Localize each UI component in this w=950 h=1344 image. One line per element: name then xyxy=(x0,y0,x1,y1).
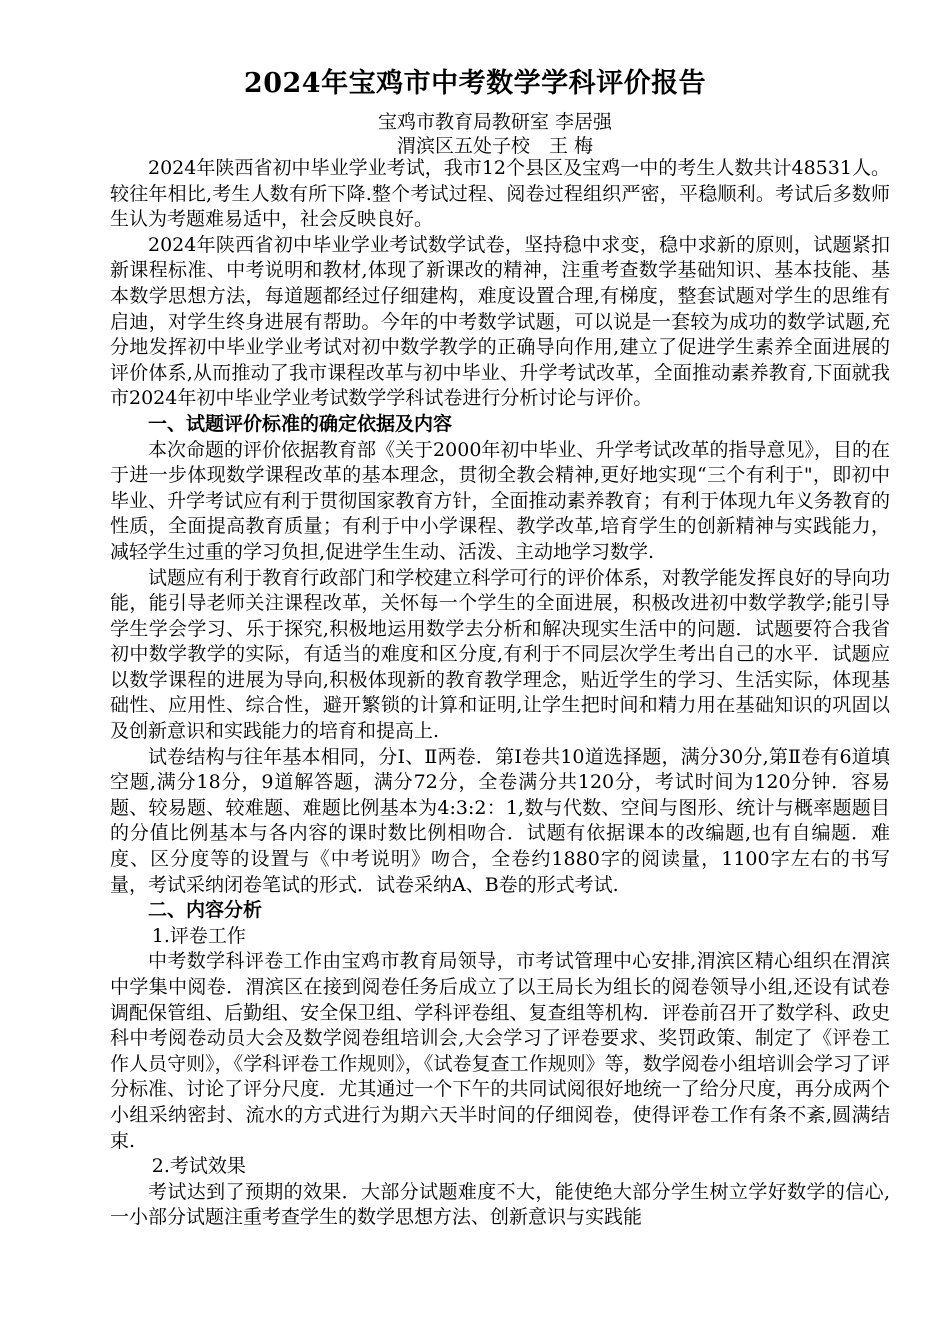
section1-paragraph-1: 本次命题的评价依据教育部《关于2000年初中毕业、升学考试改革的指导意见》，目的在于进一步体现数学课程改革的基本理念，贯彻全教会精神,更好地实现“三个有利于"，即初中毕业、升学考试应有利于贯彻国家教育方针，全面推动素养教育；有利于体现九年义务教育的性质，全面提高教育质量；有利于中小学课程、教学改革,培育学生的创新精神与实践能力，减轻学生过重的学习负担,促进学生生动、活泼、主动地学习数学. xyxy=(110,438,890,563)
intro-paragraph-1: 2024年陕西省初中毕业学业考试，我市12个县区及宝鸡一中的考生人数共计48531人。较往年相比,考生人数有所下降.整个考试过程、阅卷过程组织严密，平稳顺利。考试后多数师生认为考题难易适中，社会反映良好。 xyxy=(110,157,890,231)
document-body xyxy=(110,156,890,1231)
subsection-heading-1: 1.评卷工作 xyxy=(151,924,246,947)
intro-paragraph-2: 2024年陕西省初中毕业学业考试数学试卷，坚持稳中求变，稳中求新的原则，试题紧扣新课程标准、中考说明和教材,体现了新课改的精神，注重考查数学基础知识、基本技能、基本数学思想方法，每道题都经过仔细建构，难度设置合理,有梯度，整套试题对学生的思维有启迪，对学生终身进展有帮助。今年的中考数学试题，可以说是一套较为成功的数学试题,充分地发挥初中毕业学业考试对初中数学教学的正确导向作用,建立了促进学生素养全面进展的评价体系,从而推动了我市课程改革与初中毕业、升学考试改革，全面推动素养教育,下面就我市2024年初中毕业学业考试数学学科试卷进行分析讨论与评价。 xyxy=(110,233,890,410)
page-title: 2024年宝鸡市中考数学学科评价报告 xyxy=(243,68,707,99)
section1-paragraph-3: 试卷结构与往年基本相同，分Ⅰ、Ⅱ两卷．第Ⅰ卷共10道选择题，满分30分,第Ⅱ卷有6道填空题,满分18分，9道解答题，满分72分，全卷满分共120分，考试时间为120分钟．容易题、较易题、较难题、难题比例基本为4:3:2：1,数与代数、空间与图形、统计与概率题题目的分值比例基本与各内容的课时数比例相吻合．试题有依据课本的改编题,也有自编题．难度、区分度等的设置与《中考说明》吻合，全卷约1880字的阅读量，1100字左右的书写量，考试采纳闭卷笔试的形式．试卷采纳A、B卷的形式考试. xyxy=(110,745,890,896)
section1-paragraph-2: 试题应有利于教育行政部门和学校建立科学可行的评价体系，对教学能发挥良好的导向功能，能引导老师关注课程改革，关怀每一个学生的全面进展，积极改进初中数学教学;能引导学生学会学习、乐于探究,积极地运用数学去分析和解决现实生活中的问题．试题要符合我省初中数学教学的实际，有适当的难度和区分度,有利于不同层次学生考出自己的水平．试题应以数学课程的进展为导向,积极体现新的教育教学理念，贴近学生的学习、生活实际，体现基础性、应用性、综合性，避开繁锁的计算和证明,让学生把时间和精力用在基础知识的巩固以及创新意识和实践能力的培育和提高上. xyxy=(110,566,890,743)
subsection-heading-2: 2.考试效果 xyxy=(151,1155,246,1178)
section-heading-2: 二、内容分析 xyxy=(148,899,263,922)
author-line-1: 宝鸡市教育局教研室 李居强 xyxy=(377,111,613,133)
author-line-2: 渭滨区五处子校 王 梅 xyxy=(396,135,594,157)
section2-paragraph-2: 考试达到了预期的效果．大部分试题难度不大，能使绝大部分学生树立学好数学的信心,一小部分试题注重考查学生的数学思想方法、创新意识与实践能 xyxy=(110,1180,890,1229)
section-heading-1: 一、试题评价标准的确定依据及内容 xyxy=(148,412,453,435)
section2-paragraph-1: 中考数学科评卷工作由宝鸡市教育局领导，市考试管理中心安排,渭滨区精心组织在渭滨中学集中阅卷．渭滨区在接到阅卷任务后成立了以王局长为组长的阅卷领导小组,还设有试卷调配保管组、后勤组、安全保卫组、学科评卷组、复查组等机构．评卷前召开了数学科、政史科中考阅卷动员大会及数学阅卷组培训会,大会学习了评卷要求、奖罚政策、制定了《评卷工作人员守则》，《学科评卷工作规则》，《试卷复查工作规则》等，数学阅卷小组培训会学习了评分标准、讨论了评分尺度．尤其通过一个下午的共同试阅很好地统一了给分尺度，再分成两个小组采纳密封、流水的方式进行为期六天半时间的仔细阅卷，使得评卷工作有条不紊,圆满结束. xyxy=(110,950,890,1152)
